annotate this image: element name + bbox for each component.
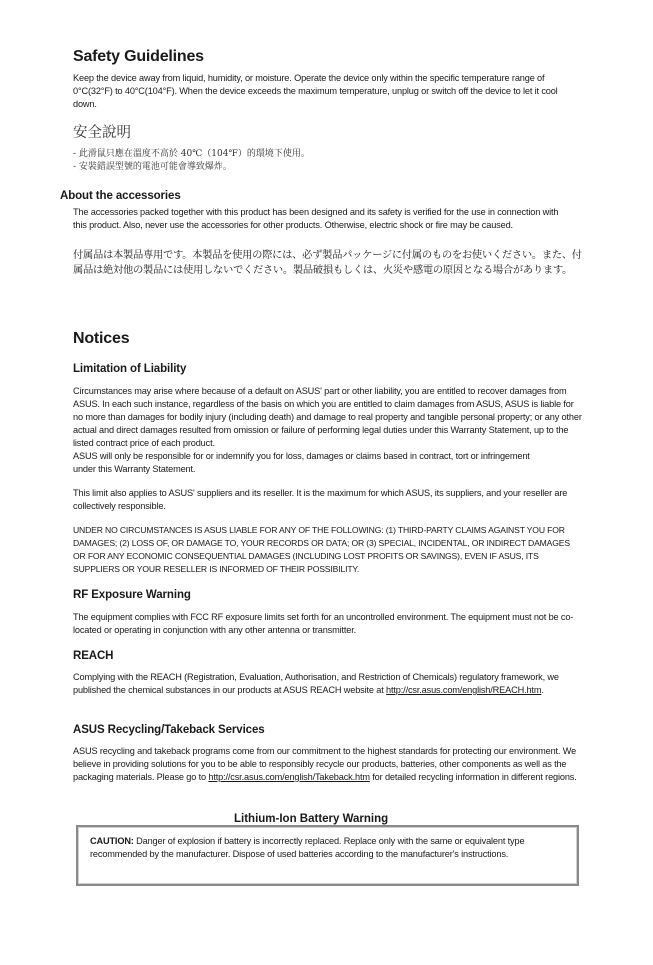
liability-caps-text: UNDER NO CIRCUMSTANCES IS ASUS LIABLE FOR ANY OF THE FOLLOWING: (1) THIRD-PARTY CLAIMS AGAINST YOU FOR DAMAGES; (2) LOSS OF, OR DAMAGE TO, YOUR RECORDS OR DATA; OR (3) SPECIAL, INCIDENTAL, OR INDIRECT DAMAGES OR FOR ANY ECONOMIC CONSEQUENTIAL DAMAGES (INCLUDING LOST PROFITS OR SAVINGS), EVEN IF ASUS, ITS SUPPLIERS OR YOUR RESELLER IS INFORMED OF THEIR POSSIBILITY. — [73, 525, 570, 574]
safety-guidelines-heading: Safety Guidelines — [73, 48, 204, 65]
liability-heading: Limitation of Liability — [73, 363, 187, 375]
notices-heading: Notices — [73, 330, 130, 347]
tc-safety-line-2: - 安裝錯誤型號的電池可能會導致爆炸。 — [73, 162, 232, 172]
tc-safety-line-1: - 此滑鼠只應在溫度不高於 40℃（104℉）的環境下使用。 — [73, 149, 310, 159]
accessories-text: The accessories packed together with this product has been designed and its safety is verified for the use in connection with this product. Also, never use the accessories for other products. Otherwise, electric shock or fire may be caused. — [73, 207, 559, 230]
tc-safety-heading: 安全說明 — [73, 125, 131, 141]
recycling-body: ASUS recycling and takeback programs come from our commitment to the highest standards for protecting our environment. We believe in providing solutions for you to be able to responsibly recycle our products, batteries, other components as well as the packaging materials. Please go to — [73, 746, 577, 782]
liability-text: Circumstances may arise where because of a default on ASUS' part or other liability, you are entitled to recover damages from ASUS. In each such instance, regardless of the basis on which you are entitled to claim damages from ASUS, ASUS is liable for no more than damages for bodily injury (including death) and damage to real property and tangible personal property; or any other actual and direct damages resulted from omission or failure of performing legal duties under this Warranty Statement, up to the listed contract price of each product. — [73, 386, 582, 448]
rf-exposure-heading: RF Exposure Warning — [73, 589, 191, 601]
caution-label: CAUTION: — [90, 836, 134, 846]
reach-body: Complying with the REACH (Registration, Evaluation, Authorisation, and Restriction of Chemicals) regulatory framework, we published the chemical substances in our products at ASUS REACH website at — [73, 672, 559, 695]
reach-heading: REACH — [73, 650, 114, 662]
recycling-heading: ASUS Recycling/Takeback Services — [73, 724, 265, 736]
liability-suppliers-text: This limit also applies to ASUS' suppliers and its reseller. It is the maximum for which ASUS, its suppliers, and your reseller are collectively responsible. — [73, 488, 568, 511]
accessories-japanese-text: 付属品は本製品専用です。本製品を使用の際には、必ず製品パッケージに付属のものをお使いください。また、付属品は絶対他の製品には使用しないでください。製品破損もしくは、火災や感電の原因となる場合があります。 — [73, 249, 582, 276]
battery-warning-text — [90, 835, 568, 861]
recycling-text — [73, 745, 585, 784]
accessories-heading: About the accessories — [60, 190, 181, 202]
battery-warning-heading: Lithium-Ion Battery Warning — [222, 813, 400, 825]
liability-text-responsibility: ASUS will only be responsible for or indemnify you for loss, damages or claims based in contract, tort or infringement under this Warranty Statement. — [73, 451, 530, 474]
recycling-link[interactable]: http://csr.asus.com/english/Takeback.htm — [208, 772, 370, 782]
reach-end: . — [541, 685, 544, 695]
caution-body: Danger of explosion if battery is incorrectly replaced. Replace only with the same or equivalent type recommended by the manufacturer. Dispose of used batteries according to the manufacturer's instructions. — [90, 836, 525, 859]
recycling-end: for detailed recycling information in different regions. — [372, 772, 577, 782]
reach-text — [73, 671, 583, 697]
safety-guidelines-text: Keep the device away from liquid, humidity, or moisture. Operate the device only within the specific temperature range of 0°C(32°F) to 40°C(104°F). When the device exceeds the maximum temperature, unplug or switch off the device to let it cool down. — [73, 73, 558, 109]
rf-exposure-text: The equipment complies with FCC RF exposure limits set forth for an uncontrolled environment. The equipment must not be co-located or operating in conjunction with any other antenna or transmitter. — [73, 612, 574, 635]
reach-link[interactable]: http://csr.asus.com/english/REACH.htm — [386, 685, 542, 695]
